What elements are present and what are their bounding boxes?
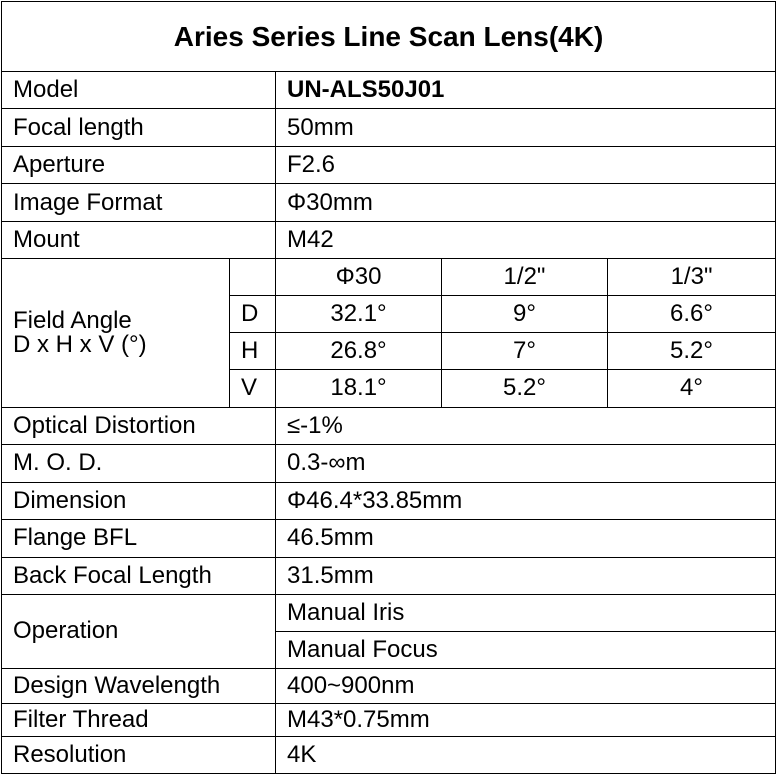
back-focal-length-value: 31.5mm xyxy=(276,557,776,594)
table-row xyxy=(2,184,776,222)
filter-thread-label: Filter Thread xyxy=(2,703,276,736)
back-focal-length-label: Back Focal Length xyxy=(2,557,276,594)
table-row xyxy=(2,72,776,109)
mod-label: M. O. D. xyxy=(2,444,276,482)
operation-row-1 xyxy=(2,594,776,631)
model-value: UN-ALS50J01 xyxy=(276,72,776,109)
optical-distortion-label: Optical Distortion xyxy=(2,407,276,444)
field-angle-value: 5.2° xyxy=(442,370,608,407)
focal-length-value: 50mm xyxy=(276,109,776,147)
dimension-label: Dimension xyxy=(2,482,276,519)
field-angle-value: 4° xyxy=(608,370,776,407)
table-row xyxy=(2,109,776,147)
table-row xyxy=(2,557,776,594)
mount-value: M42 xyxy=(276,222,776,259)
focal-length-label: Focal length xyxy=(2,109,276,147)
field-angle-corner-cell xyxy=(230,259,276,296)
field-angle-value: 26.8° xyxy=(276,333,442,370)
field-angle-value: 9° xyxy=(442,296,608,333)
field-angle-value: 7° xyxy=(442,333,608,370)
table-row xyxy=(2,147,776,184)
field-angle-axis-label: V xyxy=(230,370,276,407)
model-label: Model xyxy=(2,72,276,109)
flange-bfl-value: 46.5mm xyxy=(276,519,776,557)
image-format-value: Φ30mm xyxy=(276,184,776,222)
table-row xyxy=(2,668,776,703)
design-wavelength-value: 400~900nm xyxy=(276,668,776,703)
table-row xyxy=(2,703,776,736)
table-row xyxy=(2,407,776,444)
dimension-value: Φ46.4*33.85mm xyxy=(276,482,776,519)
field-angle-axis-label: H xyxy=(230,333,276,370)
field-angle-column-header: 1/2" xyxy=(442,259,608,296)
image-format-label: Image Format xyxy=(2,184,276,222)
resolution-value: 4K xyxy=(276,736,776,773)
operation-value: Manual Focus xyxy=(276,631,776,668)
table-row xyxy=(2,519,776,557)
table-title: Aries Series Line Scan Lens(4K) xyxy=(2,2,776,72)
field-angle-column-header: 1/3" xyxy=(608,259,776,296)
flange-bfl-label: Flange BFL xyxy=(2,519,276,557)
field-angle-label-line1: Field Angle xyxy=(13,306,132,334)
table-row xyxy=(2,444,776,482)
mod-value: 0.3-∞m xyxy=(276,444,776,482)
design-wavelength-label: Design Wavelength xyxy=(2,668,276,703)
operation-label: Operation xyxy=(2,594,276,668)
field-angle-value: 18.1° xyxy=(276,370,442,407)
field-angle-column-header: Φ30 xyxy=(276,259,442,296)
table-row xyxy=(2,222,776,259)
optical-distortion-value: ≤-1% xyxy=(276,407,776,444)
spec-table xyxy=(1,1,776,774)
field-angle-axis-label: D xyxy=(230,296,276,333)
field-angle-value: 5.2° xyxy=(608,333,776,370)
mount-label: Mount xyxy=(2,222,276,259)
field-angle-label xyxy=(2,259,230,407)
field-angle-value: 6.6° xyxy=(608,296,776,333)
operation-value: Manual Iris xyxy=(276,594,776,631)
field-angle-value: 32.1° xyxy=(276,296,442,333)
aperture-label: Aperture xyxy=(2,147,276,184)
field-angle-header-row xyxy=(2,259,776,296)
filter-thread-value: M43*0.75mm xyxy=(276,703,776,736)
table-row xyxy=(2,736,776,773)
table-row xyxy=(2,482,776,519)
field-angle-label-line2: D x H x V (°) xyxy=(13,330,147,358)
aperture-value: F2.6 xyxy=(276,147,776,184)
resolution-label: Resolution xyxy=(2,736,276,773)
